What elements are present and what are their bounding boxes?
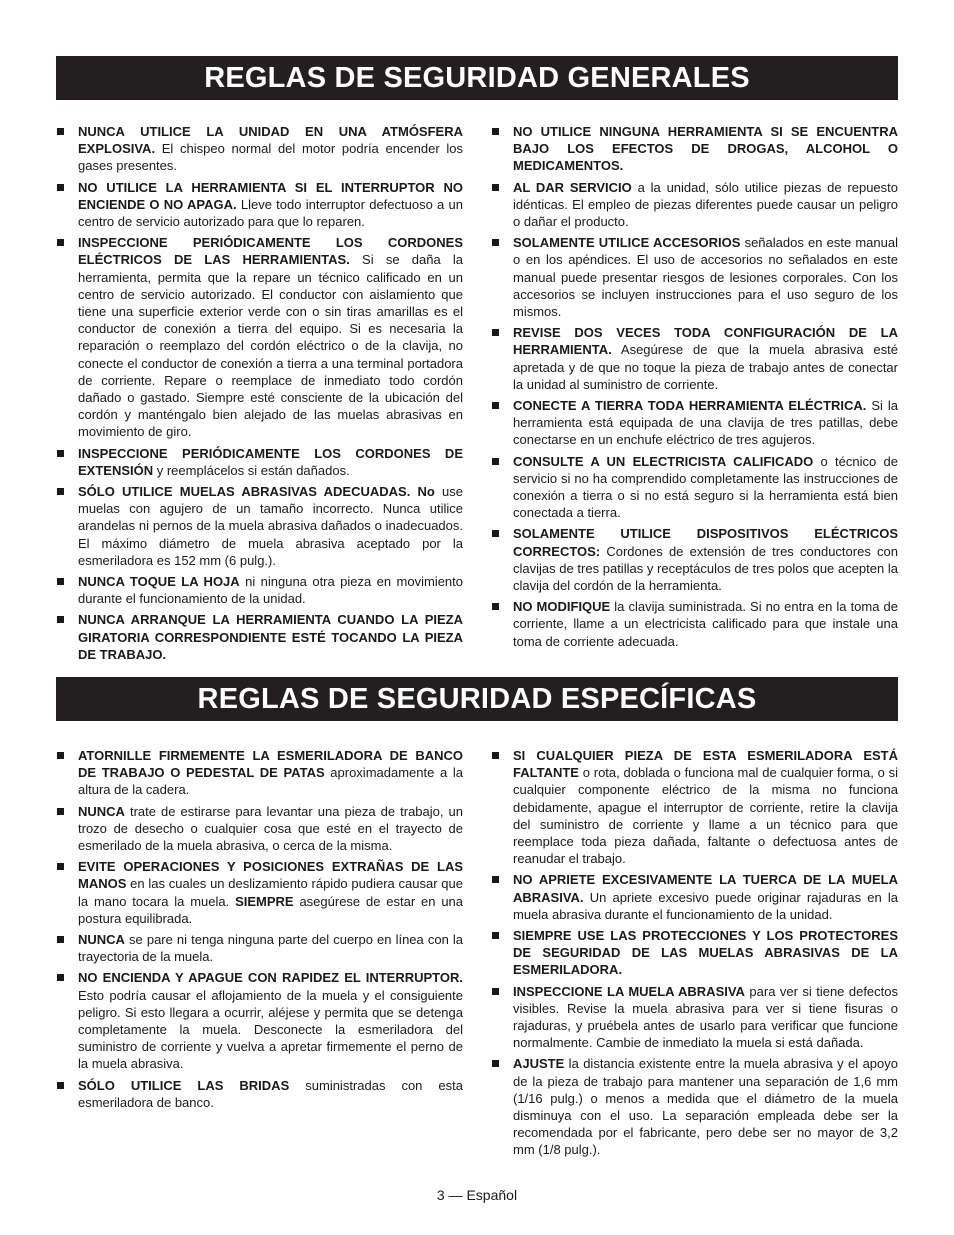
rule-heading: SOLAMENTE UTILICE ACCESORIOS (513, 235, 741, 251)
square-bullet-icon (57, 128, 64, 135)
rule-text: para ver si tiene defectos visibles. Revise la muela abrasiva para ver si tiene fisuras o rajaduras, y pruébela antes de usarlo para verificar que funcione normalmente. Cambie de inmediato la muela si está dañada. (513, 983, 899, 1051)
rule-heading: NO ENCIENDA Y APAGUE CON RAPIDEZ EL INTERRUPTOR. (78, 970, 463, 986)
square-bullet-icon (57, 578, 64, 585)
rule-heading: EVITE OPERACIONES Y POSICIONES EXTRAÑAS DE LAS MANOS (78, 859, 463, 892)
rule-heading: ATORNILLE FIRMEMENTE LA ESMERILADORA DE BANCO DE TRABAJO O PEDESTAL DE PATAS (78, 748, 463, 781)
rule-heading: SOLAMENTE UTILICE DISPOSITIVOS ELÉCTRICOS CORRECTOS: (513, 526, 898, 559)
rule-item (491, 871, 898, 923)
rule-item (491, 397, 898, 449)
square-bullet-icon (57, 974, 64, 981)
square-bullet-icon (57, 752, 64, 759)
square-bullet-icon (492, 128, 499, 135)
square-bullet-icon (57, 863, 64, 870)
rule-item (56, 1077, 463, 1111)
rule-text: aproximadamente a la altura de la cadera. (78, 765, 463, 798)
rule-item (56, 747, 463, 799)
rule-text: Si la herramienta está equipada de una clavija de tres patillas, debe conectarse en un enchufe eléctrico de tres agujeros. (513, 398, 898, 448)
rule-heading: REVISE DOS VECES TODA CONFIGURACIÓN DE LA HERRAMIENTA. (513, 325, 898, 358)
rule-text: y reemplácelos si están dañados. (153, 462, 350, 478)
rule-heading: NO UTILICE NINGUNA HERRAMIENTA SI SE ENCUENTRA BAJO LOS EFECTOS DE DROGAS, ALCOHOL O MEDICAMENTOS. (513, 124, 898, 174)
rule-item (491, 598, 898, 650)
rule-text: asegúrese de estar en una postura equilibrada. (78, 893, 464, 926)
rule-text: o rota, doblada o funciona mal de cualquier forma, o si cualquier componente eléctrico de la misma no funciona debidamente, apague el interruptor de corriente, retire la clavija del suministro de corriente y llame a un técnico para que reemplace toda pieza dañada, faltante o defectuosa antes de reanudar el trabajo. (513, 765, 898, 867)
rule-heading: NUNCA TOQUE LA HOJA (78, 574, 240, 590)
rule-heading: INSPECCIONE PERIÓDICAMENTE LOS CORDONES DE EXTENSIÓN (78, 445, 463, 478)
rule-heading: NUNCA (78, 803, 125, 819)
rule-heading: SI CUALQUIER PIEZA DE ESTA ESMERILADORA ESTÁ FALTANTE (513, 748, 898, 781)
square-bullet-icon (492, 402, 499, 409)
rule-item (56, 445, 463, 479)
rule-text: El chispeo normal del motor podría encender los gases presentes. (78, 141, 463, 174)
rule-heading: CONECTE A TIERRA TODA HERRAMIENTA ELÉCTRICA. (513, 398, 867, 414)
rule-heading: SIEMPRE USE LAS PROTECCIONES Y LOS PROTECTORES DE SEGURIDAD DE LAS MUELAS ABRASIVAS DE LA ESMERILADORA. (513, 928, 898, 978)
rule-text: ni ninguna otra pieza en movimiento durante el funcionamiento de la unidad. (78, 574, 464, 607)
rule-heading: NUNCA ARRANQUE LA HERRAMIENTA CUANDO LA PIEZA GIRATORIA CORRESPONDIENTE ESTÉ TOCANDO LA PIEZA DE TRABAJO. (78, 612, 463, 662)
rule-item (56, 573, 463, 607)
page-footer: 3 — Español (436, 1187, 518, 1203)
specific-rules-right-column (491, 747, 898, 1163)
rule-text: Cordones de extensión de tres conductores con clavijas de tres patillas y receptáculos de tres polos que acepten la clavija del cordón de la herramienta. (513, 543, 898, 594)
rule-item (491, 1055, 898, 1158)
square-bullet-icon (57, 808, 64, 815)
square-bullet-icon (57, 488, 64, 495)
square-bullet-icon (57, 616, 64, 623)
rule-text: suministradas con esta esmeriladora de banco. (78, 1077, 463, 1110)
rule-text: en las cuales un deslizamiento rápido pudiera causar que la mano tocara la muela. (78, 876, 463, 909)
rule-item (491, 927, 898, 979)
rule-text: use muelas con agujero de un tamaño incorrecto. Nunca utilice arandelas ni pernos de la muela abrasiva dañados o inadecuados. El máximo diámetro de muela abrasiva aceptado por la esmeriladora es 152 mm (6 pulg.). (78, 484, 463, 568)
general-rules-left-column (56, 123, 463, 667)
square-bullet-icon (492, 458, 499, 465)
square-bullet-icon (492, 603, 499, 610)
rule-heading: INSPECCIONE PERIÓDICAMENTE LOS CORDONES ELÉCTRICOS DE LAS HERRAMIENTAS. (78, 235, 463, 268)
section-title-general: REGLAS DE SEGURIDAD GENERALES (56, 56, 898, 100)
rule-item (56, 969, 463, 1072)
rule-heading: NUNCA (78, 932, 125, 948)
rule-text: Asegúrese de que la muela abrasiva esté apretada y de que no toque la pieza de trabajo antes de conectar la unidad al suministro de corriente. (513, 342, 898, 392)
rule-item (491, 983, 898, 1052)
rule-text: la distancia existente entre la muela abrasiva y el apoyo de la pieza de trabajo para mantener una separación de 1,6 mm (1/16 pulg.) o menos a medida que el diámetro de la muela disminuya con el uso. La separación empleada debe ser la recomendada por el fabricante, pero debe ser no mayor de 3,2 mm (1/8 pulg.). (513, 1056, 898, 1158)
rule-emphasis: SIEMPRE (235, 893, 294, 909)
rule-item (56, 234, 463, 440)
square-bullet-icon (492, 932, 499, 939)
square-bullet-icon (492, 184, 499, 191)
rule-heading: SÓLO UTILICE LAS BRIDAS (78, 1077, 290, 1093)
specific-rules-left-column (56, 747, 463, 1115)
square-bullet-icon (492, 530, 499, 537)
rule-heading: NUNCA UTILICE LA UNIDAD EN UNA ATMÓSFERA EXPLOSIVA. (78, 124, 463, 157)
rule-text: a la unidad, sólo utilice piezas de repuesto idénticas. El empleo de piezas diferentes puede causar un peligro o dañar el producto. (513, 179, 898, 230)
rule-item (56, 611, 463, 663)
square-bullet-icon (492, 752, 499, 759)
rule-text: o técnico de servicio si no ha comprendido completamente las instrucciones de conexión a tierra o si no está seguro si la herramienta está bien conectada a tierra. (513, 453, 898, 521)
rule-text: señalados en este manual o en los apéndices. El uso de accesorios no señalados en este manual puede presentar riesgos de lesiones corporales. Con los accesorios se incluyen instrucciones para el uso seguro de los mismos. (513, 235, 898, 320)
rule-heading: SÓLO UTILICE MUELAS ABRASIVAS ADECUADAS. No (78, 484, 435, 500)
square-bullet-icon (57, 450, 64, 457)
rule-text: Esto podría causar el aflojamiento de la muela y el consiguiente peligro. Si esto llegara a ocurrir, aléjese y permita que se detenga completamente la muela. Desconecte la esmeriladora del suministro de corriente y vuelva a apretar firmemente el perno de la muela abrasiva. (78, 987, 463, 1072)
square-bullet-icon (492, 876, 499, 883)
rule-heading: AL DAR SERVICIO (513, 179, 632, 195)
general-rules-right-column (491, 123, 898, 654)
rule-item (56, 931, 463, 965)
rule-item (56, 858, 463, 927)
rule-item (491, 234, 898, 320)
rule-heading: NO UTILICE LA HERRAMIENTA SI EL INTERRUPTOR NO ENCIENDE O NO APAGA. (78, 179, 463, 212)
rule-text: Lleve todo interruptor defectuoso a un centro de servicio autorizado para que lo reparen. (78, 196, 463, 230)
rule-item (56, 483, 463, 569)
rule-text: la clavija suministrada. Si no entra en la toma de corriente, llame a un electricista calificado para que instale una toma de corriente adecuada. (513, 599, 898, 649)
square-bullet-icon (57, 1082, 64, 1089)
rule-item (491, 179, 898, 231)
rule-item (491, 453, 898, 522)
square-bullet-icon (57, 239, 64, 246)
square-bullet-icon (57, 936, 64, 943)
rule-heading: INSPECCIONE LA MUELA ABRASIVA (513, 983, 745, 999)
rule-heading: CONSULTE A UN ELECTRICISTA CALIFICADO (513, 453, 814, 469)
rule-heading: AJUSTE (513, 1056, 565, 1072)
square-bullet-icon (492, 329, 499, 336)
square-bullet-icon (492, 988, 499, 995)
rule-item (491, 123, 898, 175)
rule-item (56, 179, 463, 231)
rule-item (56, 123, 463, 175)
rule-item (491, 747, 898, 867)
rule-text: Si se daña la herramienta, permita que la repare un técnico calificado en un centro de servicio autorizado. El conductor con aislamiento que tiene una superficie exterior verde con o sin tiras amarillas es el conductor de conexión a tierra del equipo. Si es necesaria la reparación o reemplazo del cordón eléctrico o de la clavija, no conecte el conductor de conexión a tierra a una terminal portadora de corriente. Repare o reemplace de inmediato todo cordón dañado o gastado. Siempre esté consciente de la ubicación del cordón y manténgalo bien alejado de las muelas abrasivas en movimiento de giro. (78, 252, 463, 440)
square-bullet-icon (492, 239, 499, 246)
rule-item (56, 803, 463, 855)
rule-heading: NO APRIETE EXCESIVAMENTE LA TUERCA DE LA MUELA ABRASIVA. (513, 872, 898, 905)
rule-text: Un apriete excesivo puede originar rajaduras en la muela abrasiva durante el funcionamiento de la unidad. (513, 889, 898, 922)
rule-item (491, 525, 898, 594)
section-title-specific: REGLAS DE SEGURIDAD ESPECÍFICAS (56, 677, 898, 721)
rule-heading: NO MODIFIQUE (513, 599, 611, 615)
rule-text: trate de estirarse para levantar una pieza de trabajo, un trozo de desecho o cualquier cosa que esté en el trayecto de esmerilado de la muela abrasiva, o cerca de la misma. (78, 803, 463, 854)
rule-text: se pare ni tenga ninguna parte del cuerpo en línea con la trayectoria de la muela. (78, 932, 463, 965)
rule-item (491, 324, 898, 393)
square-bullet-icon (492, 1060, 499, 1067)
square-bullet-icon (57, 184, 64, 191)
